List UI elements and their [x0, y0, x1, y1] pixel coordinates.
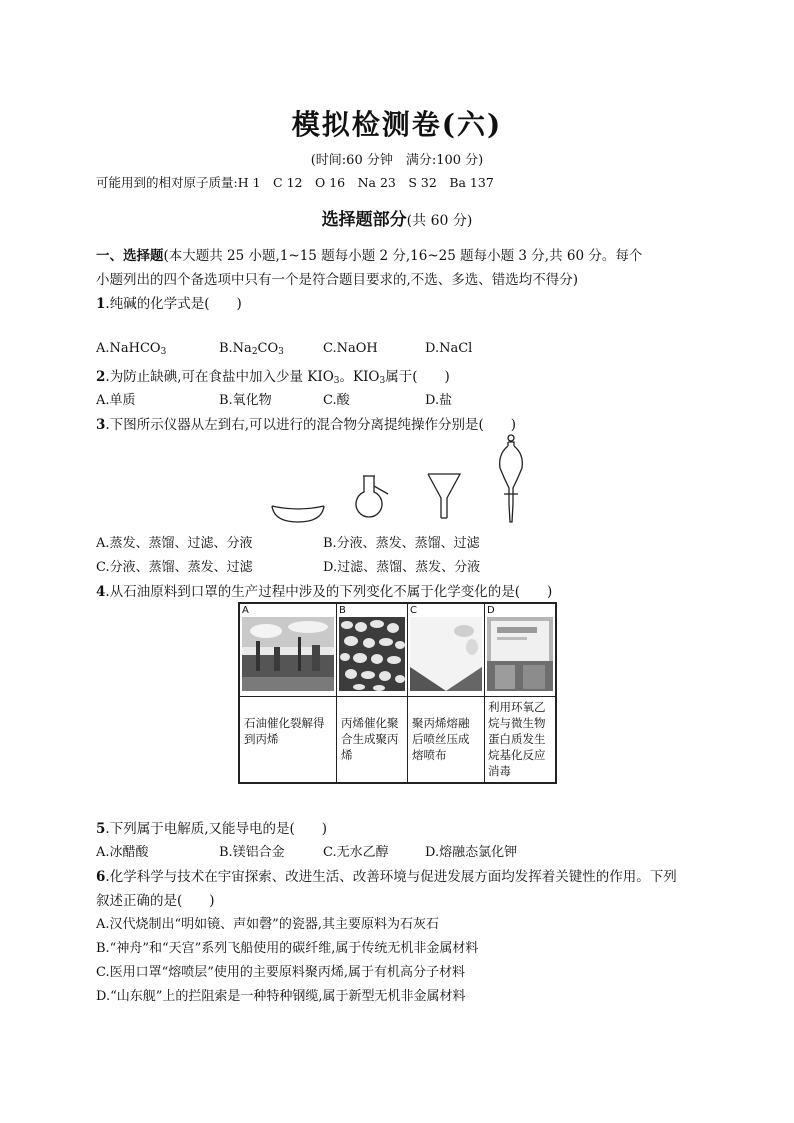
q4-col-a-text: 石油催化裂解得到丙烯 [239, 697, 337, 784]
atomic-masses: 可能用到的相对原子质量:H 1 C 12 O 16 Na 23 S 32 Ba 137 [96, 175, 494, 190]
q4-col-c-text: 聚丙烯熔融后喷丝压成熔喷布 [408, 697, 485, 784]
funnel-icon [428, 474, 460, 518]
instructions-line1: 一、选择题(本大题共 25 小题,1~15 题每小题 2 分,16~25 题每小题 3 分,共 60 分。每个 [96, 248, 643, 264]
q4-col-c [408, 603, 485, 697]
q5-option-b: B.镁铝合金 [219, 845, 285, 860]
q5-option-c: C.无水乙醇 [323, 845, 389, 860]
refinery-photo [242, 617, 334, 691]
q1-option-c: C.NaOH [323, 341, 378, 356]
question-2-stem: 2.为防止缺碘,可在食盐中加入少量 $KIO_3$。$KIO_3$属于( ) [96, 369, 450, 386]
section-score: (共 60 分) [406, 213, 473, 229]
q4-col-d-letter: D [487, 605, 495, 616]
exam-time-score: (时间:60 分钟 满分:100 分) [310, 153, 484, 168]
q2-option-a: A.单质 [96, 393, 136, 408]
distillation-flask-icon [356, 476, 388, 517]
instructions-label: 一、选择题 [96, 248, 164, 264]
q4-options-table [238, 602, 557, 784]
q1-option-b: $B.Na_2CO_3$ [219, 341, 284, 357]
q6-option-b: B.“神舟”和“天宫”系列飞船使用的碳纤维,属于传统无机非金属材料 [96, 941, 479, 956]
meltblown-fabric-photo [410, 617, 482, 691]
pellets-photo [339, 617, 405, 691]
question-4-stem: 4.从石油原料到口罩的生产过程中涉及的下列变化不属于化学变化的是( ) [96, 584, 553, 600]
q4-col-c-letter: C [410, 605, 417, 616]
q4-col-b-text: 丙烯催化聚合生成聚丙烯 [337, 697, 408, 784]
lab-apparatus-figure [260, 432, 540, 527]
question-1-stem: 1.纯碱的化学式是( ) [96, 296, 242, 312]
q3-option-d: D.过滤、蒸馏、蒸发、分液 [323, 560, 481, 575]
q2-option-c: C.酸 [323, 393, 350, 408]
question-6-stem-line1: 6.化学科学与技术在宇宙探索、改进生活、改善环境与促进发展方面均发挥着关键性的作用。下列 [96, 869, 677, 885]
q4-col-d-text: 利用环氧乙烷与微生物蛋白质发生烷基化反应消毒 [485, 697, 557, 784]
q3-option-c: C.分液、蒸馏、蒸发、过滤 [96, 560, 253, 575]
instructions-line2: 小题列出的四个备选项中只有一个是符合题目要求的,不选、多选、错选均不得分) [96, 272, 579, 288]
q1-option-d: D.NaCl [425, 341, 473, 356]
section-heading [0, 205, 794, 230]
question-3-stem: 3.下图所示仪器从左到右,可以进行的混合物分离提纯操作分别是( ) [96, 417, 517, 433]
q3-option-b: B.分液、蒸发、蒸馏、过滤 [323, 536, 480, 551]
evaporating-dish-icon [272, 506, 324, 522]
q5-option-d: D.熔融态氯化钾 [425, 845, 518, 860]
question-6-stem-line2: 叙述正确的是( ) [96, 893, 215, 909]
q4-col-b [337, 603, 408, 697]
q5-option-a: A.冰醋酸 [96, 845, 149, 860]
q1-option-a: A.NaHCO$_3$ [96, 341, 167, 357]
q4-col-a [239, 603, 337, 697]
question-5-stem: 5.下列属于电解质,又能导电的是( ) [96, 821, 328, 837]
q2-option-b: B.氧化物 [219, 393, 272, 408]
q3-option-a: A.蒸发、蒸馏、过滤、分液 [96, 536, 253, 551]
q2-option-d: D.盐 [425, 393, 453, 408]
q4-col-b-letter: B [339, 605, 346, 616]
separatory-funnel-icon [500, 435, 523, 522]
q6-option-d: D.“山东舰”上的拦阻索是一种特种钢缆,属于新型无机非金属材料 [96, 989, 466, 1004]
sterilization-room-photo [487, 617, 553, 691]
q4-col-d [485, 603, 557, 697]
q6-option-a: A.汉代烧制出“明如镜、声如磬”的瓷器,其主要原料为石灰石 [96, 917, 439, 932]
page-title: 模拟检测卷(六) [291, 108, 503, 141]
q6-option-c: C.医用口罩“熔喷层”使用的主要原料聚丙烯,属于有机高分子材料 [96, 965, 466, 980]
section-title: 选择题部分 [321, 210, 407, 230]
q4-col-a-letter: A [242, 605, 249, 616]
